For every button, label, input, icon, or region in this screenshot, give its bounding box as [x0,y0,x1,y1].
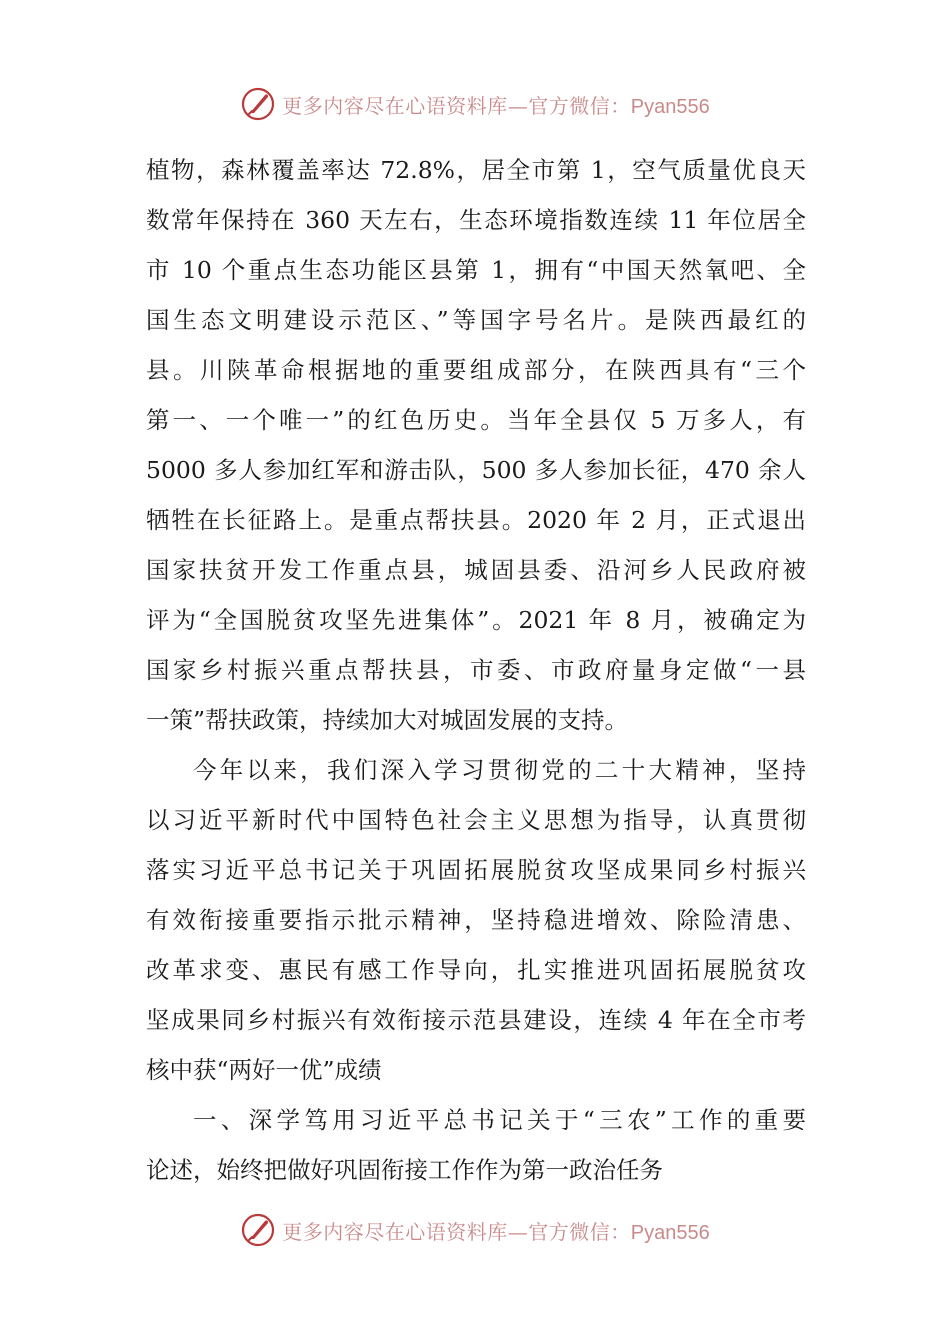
text-line: 核中获“两好一优”成绩 [146,1056,382,1084]
watermark-text: 更多内容尽在心语资料库—官方微信：Pyan556 [282,93,710,118]
text-line: 国家乡村振兴重点帮扶县，市委、市政府量身定做“一县 [146,656,806,684]
text-line: 县。川陕革命根据地的重要组成部分，在陕西具有“三个 [146,356,806,384]
document-body [146,145,806,1195]
text-line: 以习近平新时代中国特色社会主义思想为指导，认真贯彻 [146,806,806,834]
text-line: 第一、一个唯一”的红色历史。当年全县仅 5 万多人，有 [146,406,806,434]
text-line: 牺牲在长征路上。是重点帮扶县。2020 年 2 月，正式退出 [146,506,806,534]
watermark-footer [0,1208,950,1252]
quill-logo-icon [240,86,276,122]
section-heading-line: 一、深学笃用习近平总书记关于“三农”工作的重要 [193,1106,806,1134]
text-line: 植物，森林覆盖率达 72.8%，居全市第 1，空气质量优良天 [146,156,806,184]
text-line: 评为“全国脱贫攻坚先进集体”。2021 年 8 月，被确定为 [146,606,806,634]
text-line: 改革求变、惠民有感工作导向，扎实推进巩固拓展脱贫攻 [146,956,806,984]
paragraph-start-line: 今年以来，我们深入学习贯彻党的二十大精神，坚持 [193,756,806,784]
watermark-text: 更多内容尽在心语资料库—官方微信：Pyan556 [282,1219,710,1244]
text-line: 国家扶贫开发工作重点县，城固县委、沿河乡人民政府被 [146,556,806,584]
section-heading-line: 论述，始终把做好巩固衔接工作作为第一政治任务 [146,1156,663,1184]
text-line: 有效衔接重要指示批示精神，坚持稳进增效、除险清患、 [146,906,806,934]
text-line: 5000 多人参加红军和游击队，500 多人参加长征，470 余人 [146,456,806,484]
text-line: 数常年保持在 360 天左右，生态环境指数连续 11 年位居全 [146,206,806,234]
text-line: 坚成果同乡村振兴有效衔接示范县建设，连续 4 年在全市考 [146,1006,806,1034]
quill-logo-icon [240,1212,276,1248]
text-line: 落实习近平总书记关于巩固拓展脱贫攻坚成果同乡村振兴 [146,856,806,884]
text-line: 一策”帮扶政策，持续加大对城固发展的支持。 [146,706,629,734]
text-line: 国生态文明建设示范区、”等国字号名片。是陕西最红的 [146,306,806,334]
text-line: 市 10 个重点生态功能区县第 1，拥有“中国天然氧吧、全 [146,256,806,284]
watermark-header [0,82,950,126]
